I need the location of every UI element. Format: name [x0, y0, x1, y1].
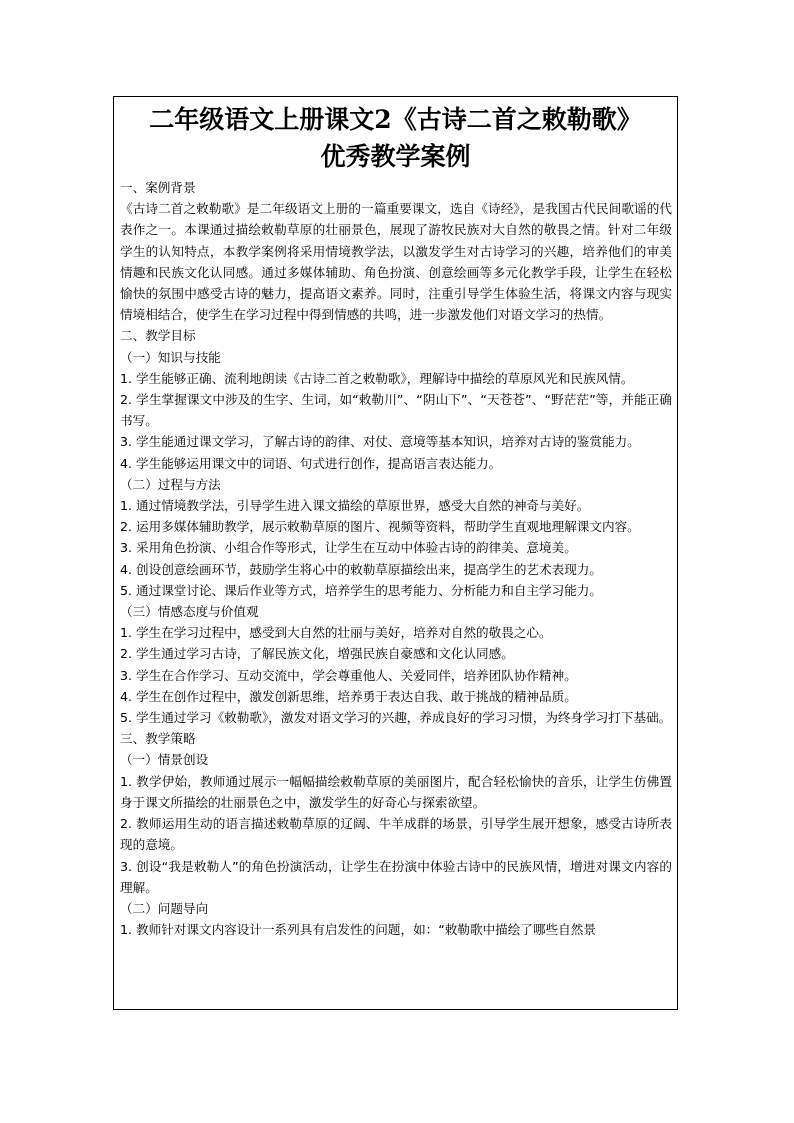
section-heading-strategy: 三、教学策略 [120, 731, 196, 747]
list-item: 1. 教师针对课文内容设计一系列具有启发性的问题，如：“敕勒歌中描绘了哪些自然景 [120, 922, 596, 938]
document-body [114, 177, 677, 940]
list-item: 3. 采用角色扮演、小组合作等形式，让学生在互动中体验古诗的韵律美、意境美。 [120, 540, 577, 556]
list-item: 5. 通过课堂讨论、课后作业等方式，培养学生的思考能力、分析能力和自主学习能力。 [120, 582, 602, 598]
subheading-process-methods: （二）过程与方法 [120, 476, 221, 492]
document-title [114, 101, 677, 175]
list-item: 1. 学生在学习过程中，感受到大自然的壮丽与美好，培养对自然的敬畏之心。 [120, 625, 552, 641]
section-heading-objectives: 二、教学目标 [120, 328, 196, 344]
subheading-question-guided: （二）问题导向 [120, 900, 209, 916]
subheading-knowledge-skills: （一）知识与技能 [120, 349, 221, 365]
list-item: 4. 创设创意绘画环节，鼓励学生将心中的敕勒草原描绘出来，提高学生的艺术表现力。 [120, 561, 602, 577]
list-item: 1. 学生能够正确、流利地朗读《古诗二首之敕勒歌》，理解诗中描绘的草原风光和民族风情。 [120, 370, 634, 386]
list-item: 1. 教学伊始，教师通过展示一幅幅描绘敕勒草原的美丽图片，配合轻松愉快的音乐，让学生仿佛置身于课文所描绘的壮丽景色之中，激发学生的好奇心与探索欲望。 [120, 773, 672, 810]
subheading-emotion-values: （三）情感态度与价值观 [120, 604, 259, 620]
paragraph-background: 《古诗二首之敕勒歌》是二年级语文上册的一篇重要课文，选自《诗经》，是我国古代民间歌谣的代表作之一。本课通过描绘敕勒草原的壮丽景色，展现了游牧民族对大自然的敬畏之情。针对二年级学生的认知特点，本教学案例将采用情境教学法，以激发学生对古诗学习的兴趣，培养他们的审美情趣和民族文化认同感。通过多媒体辅助、角色扮演、创意绘画等多元化教学手段，让学生在轻松愉快的氛围中感受古诗的魅力，提高语文素养。同时，注重引导学生体验生活，将课文内容与现实情境相结合，使学生在学习过程中得到情感的共鸣，进一步激发他们对语文学习的热情。 [120, 201, 672, 323]
list-item: 3. 学生在合作学习、互动交流中，学会尊重他人、关爱同伴，培养团队协作精神。 [120, 667, 577, 683]
list-item: 2. 运用多媒体辅助教学，展示敕勒草原的图片、视频等资料，帮助学生直观地理解课文内容。 [120, 519, 640, 535]
list-item: 4. 学生在创作过程中，激发创新思维，培养勇于表达自我、敢于挑战的精神品质。 [120, 688, 577, 704]
list-item: 2. 教师运用生动的语言描述敕勒草原的辽阔、牛羊成群的场景，引导学生展开想象，感受古诗所表现的意境。 [120, 816, 672, 853]
title-line-1: 二年级语文上册课文2《古诗二首之敕勒歌》 [149, 105, 642, 134]
list-item: 3. 学生能通过课文学习，了解古诗的韵律、对仗、意境等基本知识，培养对古诗的鉴赏能力。 [120, 434, 640, 450]
list-item: 3. 创设“我是敕勒人”的角色扮演活动，让学生在扮演中体验古诗中的民族风情，增进对课文内容的理解。 [120, 858, 672, 895]
section-heading-background: 一、案例背景 [120, 180, 196, 195]
list-item: 4. 学生能够运用课文中的词语、句式进行创作，提高语言表达能力。 [120, 455, 502, 471]
list-item: 1. 通过情境教学法，引导学生进入课文描绘的草原世界，感受大自然的神奇与美好。 [120, 498, 590, 514]
document-frame [113, 96, 678, 1010]
list-item: 2. 学生通过学习古诗，了解民族文化，增强民族自豪感和文化认同感。 [120, 646, 514, 662]
subheading-scenario: （一）情景创设 [120, 752, 209, 768]
title-line-2: 优秀教学案例 [320, 142, 471, 171]
list-item: 2. 学生掌握课文中涉及的生字、生词，如“敕勒川”、“阴山下”、“天苍苍”、“野茫茫”等，并能正确书写。 [120, 392, 672, 429]
list-item: 5. 学生通过学习《敕勒歌》，激发对语文学习的兴趣，养成良好的学习习惯，为终身学习打下基础。 [120, 710, 672, 726]
